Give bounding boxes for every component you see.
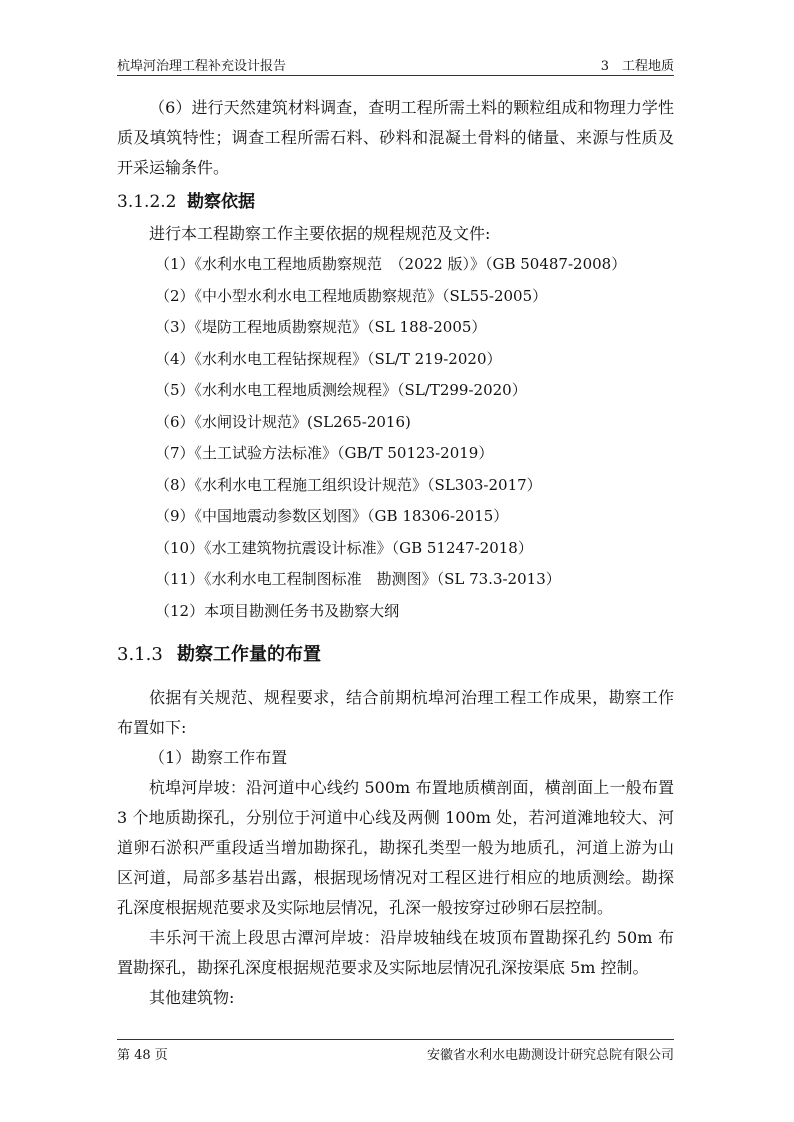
list-item: （9）《中国地震动参数区划图》（GB 18306-2015）: [155, 507, 509, 525]
page-footer: [117, 1039, 674, 1064]
list-item: （8）《水利水电工程施工组织设计规范》（SL303-2017）: [155, 475, 542, 494]
section-heading-survey-layout: [117, 635, 674, 675]
reference-list: [117, 249, 674, 627]
list-item: （5）《水利水电工程地质测绘规程》（SL/T299-2020）: [155, 381, 527, 399]
list-item: （11）《水利水电工程制图标准 勘测图》（SL 73.3-2013）: [155, 570, 561, 588]
header-chapter: 3 工程地质: [600, 59, 674, 74]
paragraph-layout-intro: 依据有关规范、规程要求，结合前期杭埠河治理工程工作成果，勘察工作布置如下:: [117, 688, 674, 737]
header-report-title: 杭埠河治理工程补充设计报告: [117, 59, 287, 74]
list-item: （3）《堤防工程地质勘察规范》（SL 188-2005）: [155, 318, 487, 336]
paragraph-layout-subheading: （1）勘察工作布置: [149, 748, 288, 767]
page-header: [117, 55, 674, 76]
list-item: （7）《土工试验方法标准》（GB/T 50123-2019）: [155, 444, 494, 462]
list-item: （10）《水工建筑物抗震设计标准》（GB 51247-2018）: [155, 538, 533, 557]
paragraph-fengle-bank: 丰乐河干流上段思古潭河岸坡：沿岸坡轴线在坡顶布置勘探孔约 50m 布置勘探孔，勘探孔深度根据规范要求及实际地层情况孔深按渠底 5m 控制。: [117, 928, 674, 977]
section-number: 3.1.2.2: [117, 192, 177, 212]
section-number: 3.1.3: [117, 644, 163, 665]
list-item: （2）《中小型水利水电工程地质勘察规范》（SL55-2005）: [155, 286, 548, 305]
list-item: （1）《水利水电工程地质勘察规范 （2022 版）》（GB 50487-2008）: [155, 255, 627, 273]
page-body: [117, 93, 674, 1013]
page-number: 第 48 页: [117, 1048, 168, 1063]
paragraph-basis-intro: 进行本工程勘察工作主要依据的规程规范及文件:: [149, 224, 491, 243]
paragraph-investigation-materials: （6）进行天然建筑材料调查，查明工程所需土料的颗粒组成和物理力学性质及填筑特性；调查工程所需石料、砂料和混凝土骨料的储量、来源与性质及开采运输条件。: [117, 98, 674, 177]
section-title: 勘察依据: [187, 192, 255, 212]
footer-organization: 安徽省水利水电勘测设计研究总院有限公司: [426, 1048, 674, 1063]
paragraph-hangbu-bank: 杭埠河岸坡：沿河道中心线约 500m 布置地质横剖面，横剖面上一般布置 3 个地质勘探孔，分别位于河道中心线及两侧 100m 处，若河道滩地较大、河道卵石淤积严重段适当增加勘探孔，勘探孔类型一般为地质孔，河道上游为山区河道，局部多基岩出露，根据现场情况对工程区进行相应的地质测绘。勘探孔深度根据规范要求及实际地层情况，孔深一般按穿过砂卵石层控制。: [117, 778, 674, 917]
list-item: （12）本项目勘测任务书及勘察大纲: [155, 601, 400, 620]
paragraph-other-structures: 其他建筑物:: [149, 988, 235, 1007]
list-item: （4）《水利水电工程钻探规程》（SL/T 219-2020）: [155, 349, 502, 368]
list-item: （6）《水闸设计规范》(SL265-2016): [155, 412, 411, 431]
section-title: 勘察工作量的布置: [177, 644, 321, 665]
section-heading-survey-basis: [117, 186, 674, 218]
